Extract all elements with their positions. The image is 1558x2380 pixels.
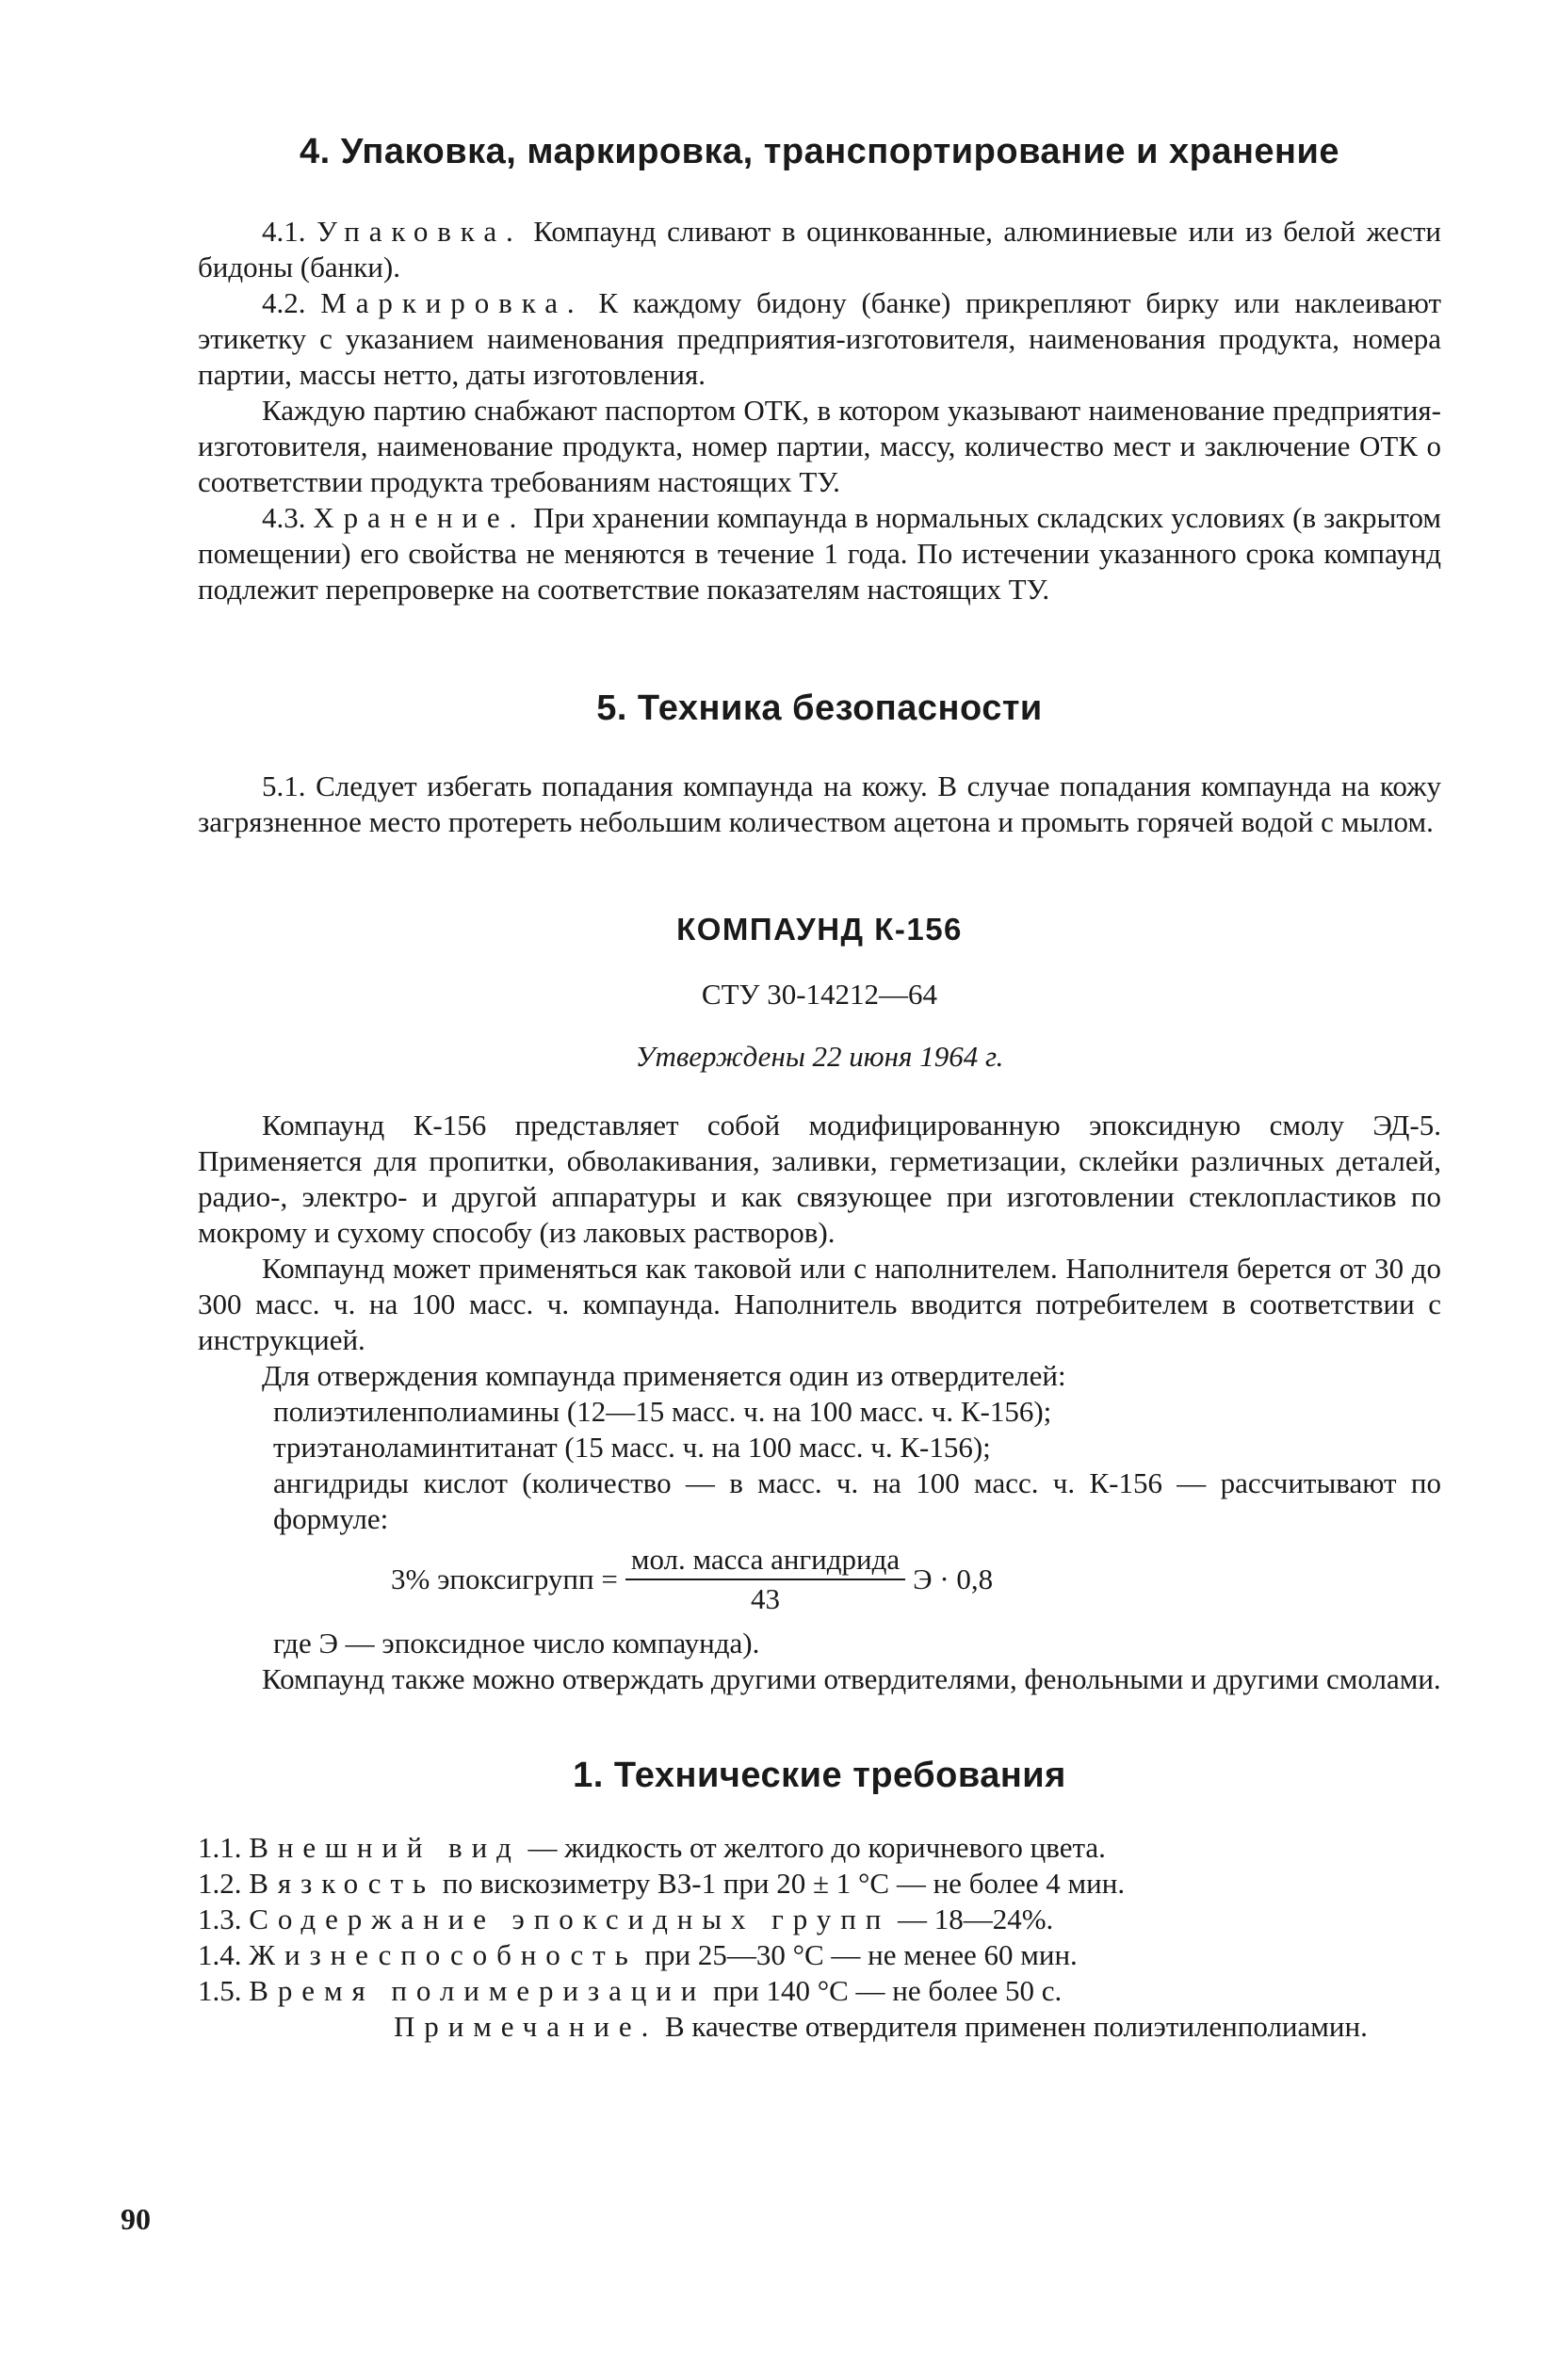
- intro-paragraph-2: Компаунд может применяться как таковой или с наполнителем. Наполнителя берется от 30 до 300 масс. ч. на 100 масс. ч. компаунда. Наполнитель вводится потребителем в соответствии с инструкцией.: [198, 1252, 1441, 1356]
- section-4-heading: 4. Упаковка, маркировка, транспортирование и хранение: [299, 132, 1339, 171]
- item-text: при 140 °С — не более 50 с.: [713, 1974, 1063, 2007]
- hardener-item: полиэтиленполиамины (12—15 масс. ч. на 100 масс. ч. К-156);: [273, 1395, 1052, 1428]
- requirement-item: [198, 1830, 1441, 1866]
- clause-term: Маркировка.: [320, 286, 584, 319]
- approval-date: Утверждены 22 июня 1964 г.: [635, 1040, 1004, 1073]
- note: [330, 2009, 1441, 2045]
- paragraph-4-2-passport: Каждую партию снабжают паспортом ОТК, в котором указывают наименование предприятия-изготовителя, наименование продукта, номер партии, массу, количество мест и заключение ОТК о соответствии продукта требованиям настоящих ТУ.: [198, 394, 1441, 498]
- formula-where: где Э — эпоксидное число компаунда).: [273, 1627, 760, 1660]
- hardener-item: триэтаноламинтитанат (15 масс. ч. на 100 масс. ч. К-156);: [273, 1431, 991, 1464]
- item-text: — жидкость от желтого до коричневого цвета.: [527, 1831, 1106, 1864]
- item-term: Внешний вид: [249, 1831, 521, 1864]
- item-term: Жизнеспособность: [249, 1938, 638, 1971]
- hardener-item: ангидриды кислот (количество — в масс. ч. на 100 масс. ч. К-156 — рассчитывают по формуле:: [273, 1466, 1441, 1535]
- note-text: В качестве отвердителя применен полиэтиленполиамин.: [665, 2010, 1368, 2043]
- requirement-item: [198, 1973, 1441, 2009]
- clause-text: К каждому бидону (банке) прикрепляют бирку или наклеивают этикетку с указанием наименования предприятия-изготовителя, наименования продукта, номера партии, массы нетто, даты изготовления.: [198, 286, 1441, 391]
- requirement-item: [198, 1937, 1441, 1973]
- page-number: 90: [121, 2202, 151, 2236]
- item-number: 1.1.: [198, 1831, 242, 1864]
- standard-number: СТУ 30-14212—64: [701, 978, 938, 1011]
- paragraph-5-1: 5.1. Следует избегать попадания компаунда на кожу. В случае попадания компаунда на кожу загрязненное место протереть небольшим количеством ацетона и промыть горячей водой с мылом.: [198, 769, 1441, 838]
- item-number: 1.4.: [198, 1938, 242, 1971]
- formula-left: 3% эпоксигрупп =: [391, 1562, 618, 1595]
- page-content: [198, 132, 1441, 2045]
- item-term: Вязкость: [249, 1867, 435, 1900]
- item-number: 1.5.: [198, 1974, 242, 2007]
- paragraph-4-2: [198, 285, 1441, 393]
- intro-paragraph-3: Для отверждения компаунда применяется один из отвердителей:: [262, 1359, 1066, 1392]
- intro-paragraph-1: Компаунд К-156 представляет собой модифицированную эпоксидную смолу ЭД-5. Применяется для пропитки, обволакивания, заливки, герметизации, склейки различных деталей, радио-, электро- и другой аппаратуры и как связующее при изготовлении стеклопластиков по мокрому и сухому способу (из лаковых растворов).: [198, 1109, 1441, 1249]
- epoxy-formula: [391, 1543, 1441, 1616]
- item-number: 1.2.: [198, 1867, 242, 1900]
- paragraph-4-1: [198, 214, 1441, 285]
- product-title: КОМПАУНД К-156: [676, 912, 963, 947]
- note-term: Примечание.: [394, 2010, 658, 2043]
- item-text: — 18—24%.: [897, 1902, 1054, 1935]
- clause-number: 4.1.: [262, 215, 306, 248]
- requirement-item: [198, 1866, 1441, 1902]
- item-term: Время полимеризации: [249, 1974, 706, 2007]
- section-1-heading: 1. Технические требования: [573, 1756, 1066, 1795]
- formula-right: Э · 0,8: [913, 1562, 994, 1595]
- formula-denominator: 43: [750, 1582, 780, 1615]
- paragraph-4-3: [198, 500, 1441, 607]
- clause-text: Компаунд сливают в оцинкованные, алюминиевые или из белой жести бидоны (банки).: [198, 215, 1442, 283]
- section-5-heading: 5. Техника безопасности: [596, 688, 1043, 728]
- item-number: 1.3.: [198, 1902, 242, 1935]
- intro-paragraph-4: Компаунд также можно отверждать другими отвердителями, фенольными и другими смолами.: [262, 1662, 1441, 1695]
- item-text: по вискозиметру ВЗ-1 при 20 ± 1 °С — не более 4 мин.: [442, 1867, 1126, 1900]
- requirement-item: [198, 1902, 1441, 1937]
- requirements-list: [198, 1830, 1441, 2009]
- clause-text: При хранении компаунда в нормальных складских условиях (в закрытом помещении) его свойства не меняются в течение 1 года. По истечении указанного срока компаунд подлежит перепроверке на соответствие показателям настоящих ТУ.: [198, 501, 1442, 606]
- formula-fraction: [625, 1543, 905, 1616]
- item-text: при 25—30 °С — не менее 60 мин.: [644, 1938, 1078, 1971]
- clause-term: Упаковка.: [316, 215, 523, 248]
- clause-number: 4.2.: [262, 286, 306, 319]
- formula-numerator: мол. масса ангидрида: [625, 1543, 905, 1580]
- clause-number: 4.3.: [262, 501, 306, 534]
- item-term: Содержание эпоксидных групп: [249, 1902, 891, 1935]
- clause-term: Хранение.: [313, 501, 527, 534]
